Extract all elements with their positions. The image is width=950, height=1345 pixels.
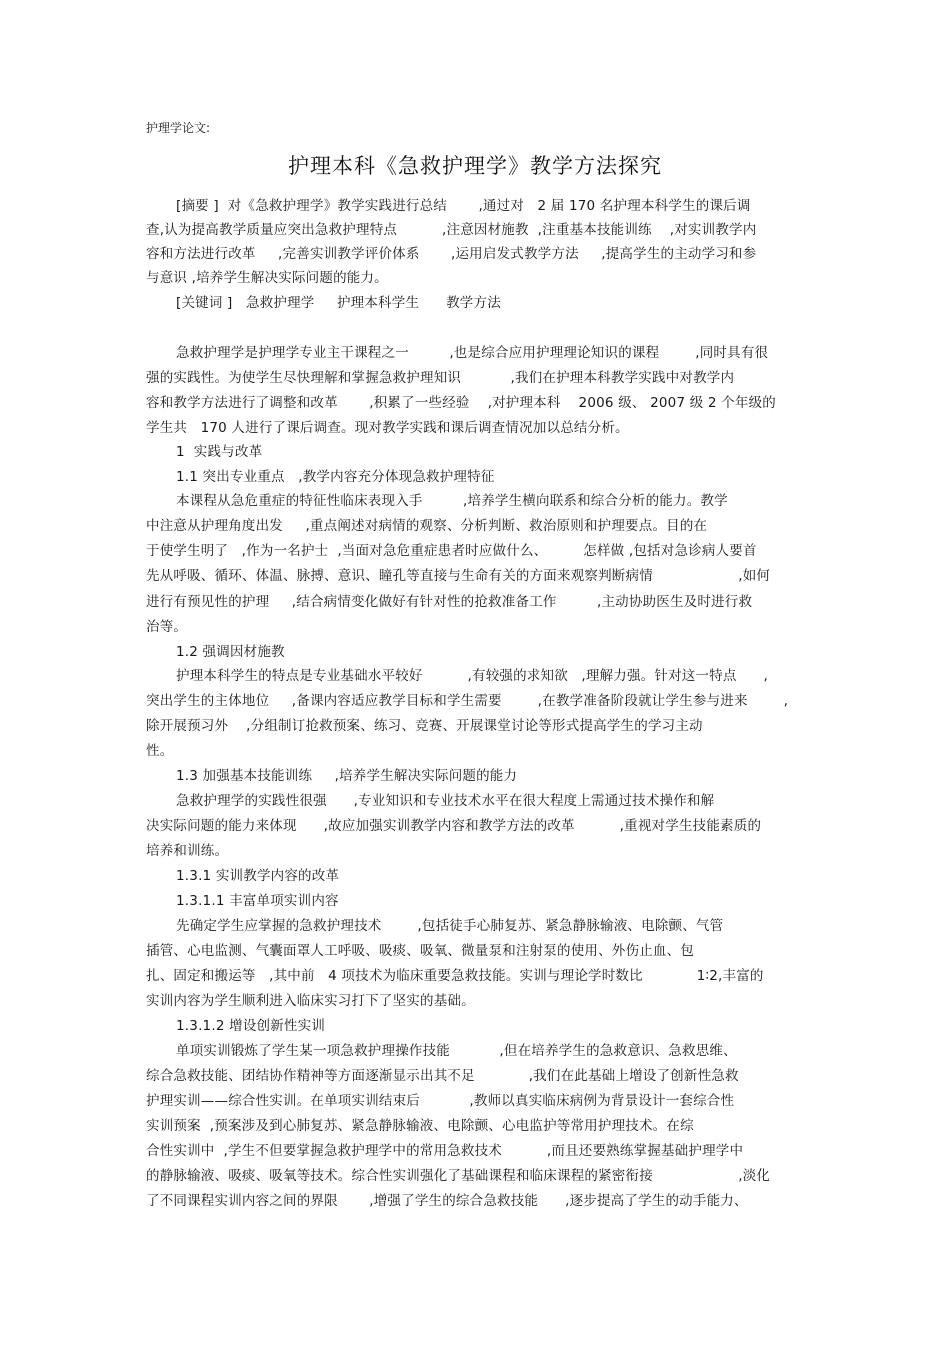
- body-line: 容和教学方法进行了调整和改革 ,积累了一些经验 ,对护理本科 2006 级、 2007 级 2 个年级的: [146, 395, 777, 411]
- body-line: 护理实训——综合性实训。在单项实训结束后 ,教师以真实临床病例为背景设计一套综合性: [146, 1093, 735, 1109]
- body-line: 实训内容为学生顺利进入临床实习打下了坚实的基础。: [146, 993, 475, 1009]
- body-line: 中注意从护理角度出发 ,重点阐述对病情的观察、分析判断、救治原则和护理要点。目的在: [146, 518, 708, 534]
- section-heading: 1.3.1.1 丰富单项实训内容: [176, 893, 339, 909]
- body-line: 性。: [146, 743, 174, 759]
- abstract-line: 容和方法进行改革 ,完善实训教学评价体系 ,运用启发式教学方法 ,提高学生的主动学习和参: [146, 246, 757, 262]
- body-line: 治等。: [146, 619, 188, 635]
- body-line: 护理本科学生的特点是专业基础水平较好 ,有较强的求知欲 ,理解力强。针对这一特点 ,: [176, 668, 769, 684]
- section-heading: 1 实践与改革: [176, 444, 263, 460]
- body-line: 于使学生明了 ,作为一名护士 ,当面对急危重症患者时应做什么、 怎样做 ,包括对急诊病人要首: [146, 543, 757, 559]
- body-line: 进行有预见性的护理 ,结合病情变化做好有针对性的抢救准备工作 ,主动协助医生及时进行救: [146, 594, 753, 610]
- body-line: 除开展预习外 ,分组制订抢救预案、练习、竞赛、开展课堂讨论等形式提高学生的学习主动: [146, 718, 703, 734]
- body-line: 学生共 170 人进行了课后调查。现对教学实践和课后调查情况加以总结分析。: [146, 420, 629, 436]
- abstract-line: 查,认为提高教学质量应突出急救护理特点 ,注意因材施教 ,注重基本技能训练 ,对实训教学内: [146, 222, 757, 238]
- body-line: 实训预案 ,预案涉及到心肺复苏、紧急静脉输液、电除颤、心电监护等常用护理技术。在综: [146, 1118, 694, 1134]
- section-heading: 1.2 强调因材施教: [176, 644, 285, 660]
- abstract-line: [摘要 ] 对《急救护理学》教学实践进行总结 ,通过对 2 届 170 名护理本科学生的课后调: [176, 198, 751, 214]
- body-line: 综合急救技能、团结协作精神等方面逐渐显示出其不足 ,我们在此基础上增设了创新性急救: [146, 1068, 739, 1084]
- section-heading: 1.3.1 实训教学内容的改革: [176, 868, 340, 884]
- section-heading: 1.3.1.2 增设创新性实训: [176, 1018, 326, 1034]
- body-line: 先确定学生应掌握的急救护理技术 ,包括徒手心肺复苏、紧急静脉输液、电除颤、气管: [176, 918, 724, 934]
- body-line: 培养和训练。: [146, 843, 229, 859]
- abstract-line: 与意识 ,培养学生解决实际问题的能力。: [146, 270, 388, 286]
- body-line: 本课程从急危重症的特征性临床表现入手 ,培养学生横向联系和综合分析的能力。教学: [176, 493, 728, 509]
- body-line: 强的实践性。为使学生尽快理解和掌握急救护理知识 ,我们在护理本科教学实践中对教学内: [146, 370, 735, 386]
- body-line: 急救护理学的实践性很强 ,专业知识和专业技术水平在很大程度上需通过技术操作和解: [176, 793, 715, 809]
- section-heading: 1.3 加强基本技能训练 ,培养学生解决实际问题的能力: [176, 768, 518, 784]
- keywords-line: [关键词 ] 急救护理学 护理本科学生 教学方法: [176, 295, 501, 311]
- body-line: 了不同课程实训内容之间的界限 ,增强了学生的综合急救技能 ,逐步提高了学生的动手能力、: [146, 1193, 748, 1209]
- body-line: 的静脉输液、吸痰、吸氧等技术。综合性实训强化了基础课程和临床课程的紧密衔接 ,淡化: [146, 1168, 771, 1184]
- header-label: 护理学论文:: [146, 121, 211, 135]
- body-line: 突出学生的主体地位 ,备课内容适应教学目标和学生需要 ,在教学准备阶段就让学生参与进来 ,: [146, 693, 789, 709]
- body-line: 扎、固定和搬运等 ,其中前 4 项技术为临床重要急救技能。实训与理论学时数比 1∶2,丰富的: [146, 968, 764, 984]
- section-heading: 1.1 突出专业重点 ,教学内容充分体现急救护理特征: [176, 469, 495, 485]
- body-line: 插管、心电监测、气囊面罩人工呼吸、吸痰、吸氧、微量泵和注射泵的使用、外伤止血、包: [146, 943, 694, 959]
- body-line: 急救护理学是护理学专业主干课程之一 ,也是综合应用护理理论知识的课程 ,同时具有很: [176, 345, 769, 361]
- body-line: 合性实训中 ,学生不但要掌握急救护理学中的常用急救技术 ,而且还要熟练掌握基础护理学中: [146, 1143, 744, 1159]
- body-line: 单项实训锻炼了学生某一项急救护理操作技能 ,但在培养学生的急救意识、急救思维、: [176, 1043, 737, 1059]
- body-line: 决实际问题的能力来体现 ,故应加强实训教学内容和教学方法的改革 ,重视对学生技能素质的: [146, 818, 762, 834]
- page-title: 护理本科《急救护理学》教学方法探究: [288, 154, 662, 178]
- body-line: 先从呼吸、循环、体温、脉搏、意识、瞳孔等直接与生命有关的方面来观察判断病情 ,如何: [146, 568, 771, 584]
